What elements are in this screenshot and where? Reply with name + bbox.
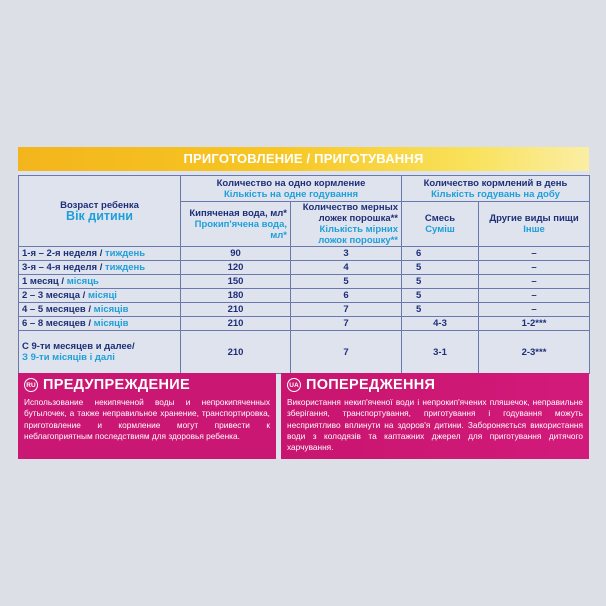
other-header-ua: Інше <box>523 224 545 235</box>
age-cell <box>19 275 181 289</box>
age-ua: місяці <box>87 290 117 301</box>
age-ru: 2 – 3 месяца / <box>22 290 86 301</box>
spoons-cell: 7 <box>291 331 402 374</box>
age-ru: 3-я – 4-я неделя / <box>22 262 103 273</box>
other-cell: 1-2*** <box>479 317 590 331</box>
warning-ru-header <box>24 377 190 393</box>
warning-ru <box>18 373 276 459</box>
water-cell: 120 <box>181 261 291 275</box>
age-ru: 1-я – 2-я неделя / <box>22 248 103 259</box>
age-ua: тиждень <box>105 262 146 273</box>
water-cell: 210 <box>181 303 291 317</box>
mix-cell: 5 <box>402 275 479 289</box>
age-header <box>19 176 181 247</box>
spoons-cell: 3 <box>291 247 402 261</box>
mix-cell: 3-1 <box>402 331 479 374</box>
age-ru: С 9-ти месяцев и далее/ <box>22 341 135 352</box>
table-row <box>19 275 590 289</box>
per-day-header-ua: Кількість годувань на добу <box>431 188 560 200</box>
warning-ru-text: Использование некипяченой воды и непрокипяченных бутылочек, а также неправильное хранение, транспортировка, приготовление и кормление могут привести к неблагоприятным последствиям для здоровья ребенка. <box>24 397 270 441</box>
spoons-cell: 5 <box>291 275 402 289</box>
water-cell: 150 <box>181 275 291 289</box>
per-feed-header-ua: Кількість на одне годування <box>223 188 359 200</box>
warning-ua-title: ПОПЕРЕДЖЕННЯ <box>306 377 436 393</box>
water-header <box>181 202 291 247</box>
age-ua: тиждень <box>105 248 146 259</box>
mix-cell: 4-3 <box>402 317 479 331</box>
age-cell <box>19 261 181 275</box>
age-ru: 1 месяц / <box>22 276 65 287</box>
per-feed-header-ru: Количество на одно кормление <box>216 177 366 189</box>
mix-header <box>402 202 479 247</box>
warning-ua-header <box>287 377 435 393</box>
other-header <box>479 202 590 247</box>
mix-cell: 6 <box>402 247 479 261</box>
other-cell: – <box>479 289 590 303</box>
age-ua: місяців <box>93 318 129 329</box>
table-header-row <box>19 176 590 202</box>
warning-ua-text: Використання некип'яченої води і непрокип'ячених пляшечок, неправильне зберігання, транспортування, приготування і годування можуть несприятливо вплинути на здоров'я дитини. Забороняється використання води з колодязів та каптажних джерел для приготування дитячого харчування. <box>287 397 583 453</box>
table-row <box>19 303 590 317</box>
water-cell: 90 <box>181 247 291 261</box>
per-day-header-ru: Количество кормлений в день <box>423 177 568 189</box>
age-cell <box>19 303 181 317</box>
other-header-ru: Другие виды пищи <box>489 213 579 224</box>
table-row <box>19 261 590 275</box>
spoons-cell: 7 <box>291 317 402 331</box>
age-ua: місяць <box>66 276 99 287</box>
spoons-cell: 7 <box>291 303 402 317</box>
warning-ru-title: ПРЕДУПРЕЖДЕНИЕ <box>43 377 190 393</box>
water-cell: 210 <box>181 331 291 374</box>
age-ru: 4 – 5 месяцев / <box>22 304 92 315</box>
age-header-ua: Вік дитини <box>66 209 133 223</box>
mix-cell: 5 <box>402 289 479 303</box>
table-row <box>19 331 590 374</box>
water-cell: 180 <box>181 289 291 303</box>
water-header-ua: Прокип'ячена вода, мл* <box>194 218 287 241</box>
spoons-header-ua: Кількість мірних ложок порошку** <box>318 224 398 246</box>
ua-badge-icon: UA <box>287 378 301 392</box>
preparation-banner: ПРИГОТОВЛЕНИЕ / ПРИГОТУВАННЯ <box>18 147 589 171</box>
spoons-header-ru: Количество мерных ложек порошка** <box>302 202 398 224</box>
age-cell <box>19 317 181 331</box>
mix-header-ru: Смесь <box>424 213 456 224</box>
per-feed-header <box>181 176 402 202</box>
age-ru: 6 – 8 месяцев / <box>22 318 92 329</box>
spoons-cell: 4 <box>291 261 402 275</box>
table-row <box>19 247 590 261</box>
warning-ua <box>281 373 589 459</box>
spoons-cell: 6 <box>291 289 402 303</box>
other-cell: – <box>479 247 590 261</box>
other-cell: 2-3*** <box>479 331 590 374</box>
other-cell: – <box>479 275 590 289</box>
mix-cell: 5 <box>402 261 479 275</box>
water-header-ru: Кипяченая вода, мл* <box>189 207 287 219</box>
age-cell <box>19 331 181 374</box>
other-cell: – <box>479 303 590 317</box>
table-row <box>19 317 590 331</box>
per-day-header <box>402 176 590 202</box>
age-ua: місяців <box>93 304 129 315</box>
spoons-header <box>291 202 402 247</box>
mix-header-ua: Суміш <box>425 224 455 235</box>
water-cell: 210 <box>181 317 291 331</box>
age-cell <box>19 289 181 303</box>
mix-cell: 5 <box>402 303 479 317</box>
age-ua: З 9-ти місяців і далі <box>22 352 115 363</box>
other-cell: – <box>479 261 590 275</box>
age-header-ru: Возраст ребенка <box>60 200 139 211</box>
ru-badge-icon: RU <box>24 378 38 392</box>
age-cell <box>19 247 181 261</box>
table-row <box>19 289 590 303</box>
feeding-table <box>18 175 590 374</box>
